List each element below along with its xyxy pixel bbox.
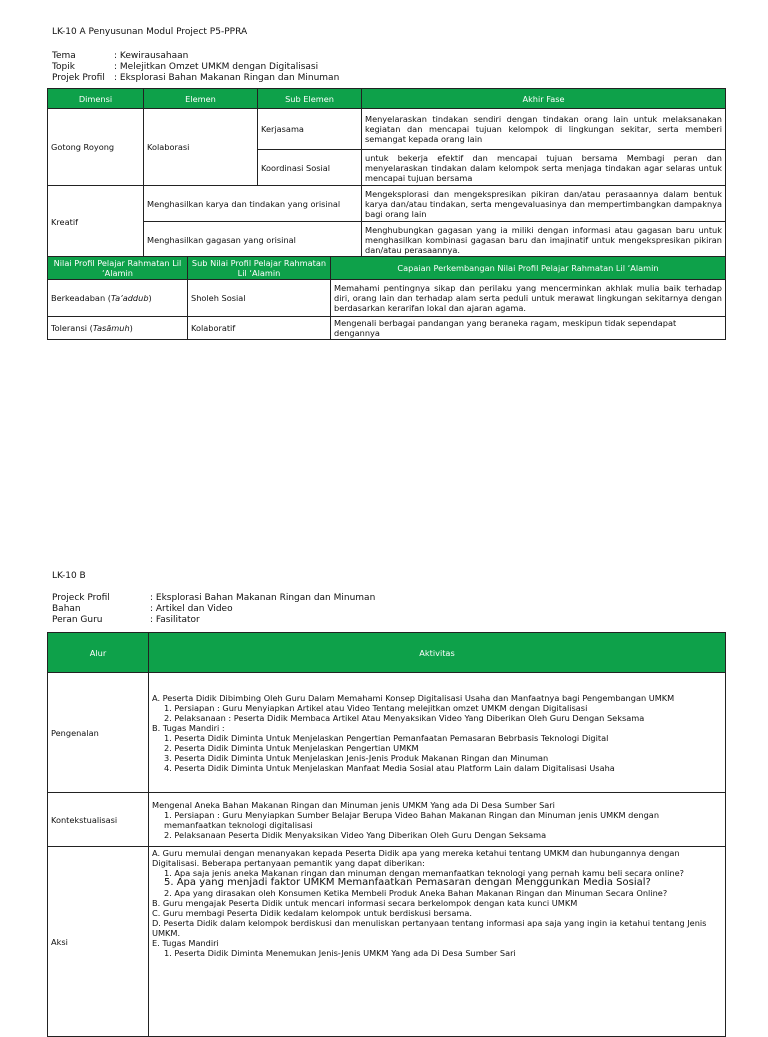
lk10a-title: LK-10 A Penyusunan Modul Project P5-PPRA: [52, 27, 248, 37]
activity-line: 2. Pelaksanaan Peserta Didik Menyaksikan Video Yang Diberikan Oleh Guru Dengan Seksama: [164, 829, 547, 840]
meta-value: : Artikel dan Video: [150, 604, 233, 614]
cell-nilai-berkeadaban: Berkeadaban (Ta’addub): [48, 280, 188, 317]
cell-dimensi-gotong-royong: Gotong Royong: [48, 109, 144, 186]
cell-alur-aksi: Aksi: [48, 847, 149, 1037]
lk10b-table: [47, 632, 726, 1037]
meta-key: Topik: [52, 62, 75, 72]
header-alur: Alur: [48, 633, 149, 673]
header-sub-elemen: Sub Elemen: [258, 89, 362, 109]
meta-key: Projeck Profil: [52, 593, 110, 603]
cell-akhir-karya-orisinal: Mengeksplorasi dan mengekspresikan pikiran dan/atau perasaannya dalam bentuk karya dan/atau tindakan, serta mengevaluasinya dan mempertimbangkan dampaknya bagi orang lain: [362, 186, 726, 222]
activity-line: 4. Peserta Didik Diminta Untuk Menjelaskan Manfaat Media Sosial atau Platform Lain dalam Digitalisasi Usaha: [164, 762, 615, 773]
meta-key: Tema: [52, 51, 76, 61]
activity-line: A. Guru memulai dengan menanyakan kepada Peserta Didik apa yang mereka ketahui tentang UMKM dan hubungannya dengan Digitalisasi. Beberapa pertanyaan pemantik yang dapat diberikan:: [152, 848, 680, 868]
cell-elemen-kolaborasi: Kolaborasi: [144, 109, 258, 186]
activity-line: 1. Persiapan : Guru Menyiapkan Artikel atau Video Tentang melejitkan omzet UMKM dengan Digitalisasi: [164, 702, 588, 713]
lk10b-meta: [52, 593, 375, 626]
cell-sub-kolaboratif: Kolaboratif: [188, 317, 331, 340]
activity-line: D. Peserta Didik dalam kelompok berdiskusi dan menuliskan pertanyaan tentang informasi apa saja yang ingin ia ketahui tentang Jenis UMKM.: [152, 918, 707, 938]
cell-capaian-berkeadaban: Memahami pentingnya sikap dan perilaku yang mencerminkan akhlak mulia baik terhadap diri, orang lain dan terhadap alam serta peduli untuk merawat lingkungan sekitarnya dengan berdasarkan kerarifan lokal dan ajaran agama.: [331, 280, 726, 317]
meta-value: : Melejitkan Omzet UMKM dengan Digitalisasi: [114, 62, 319, 72]
lk10a-meta: [52, 51, 339, 84]
activity-line: B. Tugas Mandiri :: [152, 722, 225, 733]
activity-line: 1. Peserta Didik Diminta Menemukan Jenis-Jenis UMKM Yang ada Di Desa Sumber Sari: [164, 948, 516, 958]
meta-value: : Eksplorasi Bahan Makanan Ringan dan Minuman: [114, 73, 340, 83]
cell-akhir-koordinasi-sosial: untuk bekerja efektif dan mencapai tujuan bersama Membagi peran dan menyelaraskan tindakan dalam kelompok serta menjaga tindakan agar selaras untuk mencapai tujuan bersama: [362, 150, 726, 186]
meta-value: : Kewirausahaan: [114, 51, 189, 61]
cell-capaian-toleransi: Mengenali berbagai pandangan yang beraneka ragam, meskipun tidak sependapat dengannya: [331, 317, 726, 340]
activity-line: 1. Peserta Didik Diminta Untuk Menjelaskan Pengertian Pemanfaatan Pemasaran Bebrbasis Teknologi Digital: [164, 732, 609, 743]
activity-line: B. Guru mengajak Peserta Didik untuk mencari informasi secara berkelompok dengan kata kunci UMKM: [152, 898, 578, 908]
activity-line: Mengenal Aneka Bahan Makanan Ringan dan Minuman jenis UMKM Yang ada Di Desa Sumber Sari: [152, 799, 555, 810]
cell-sub-sholeh-sosial: Sholeh Sosial: [188, 280, 331, 317]
header-capaian: Capaian Perkembangan Nilai Profil Pelajar Rahmatan Lil ‘Alamin: [331, 257, 726, 280]
cell-akhir-kerjasama: Menyelaraskan tindakan sendiri dengan tindakan orang lain untuk melaksanakan kegiatan dan mencapai tujuan kelompok di lingkungan sekitar, serta memberi semangat kepada orang lain: [362, 109, 726, 150]
cell-aktivitas-kontekstualisasi: [149, 793, 726, 847]
activity-line: 2. Apa yang dirasakan oleh Konsumen Ketika Membeli Produk Aneka Bahan Makanan Ringan dan Minuman Secara Online?: [164, 888, 668, 898]
header-elemen: Elemen: [144, 89, 258, 109]
cell-akhir-gagasan-orisinal: Menghubungkan gagasan yang ia miliki dengan informasi atau gagasan baru untuk menghasilkan kombinasi gagasan baru dan imajinatif untuk mengekspresikan pikiran dan/atau perasaannya.: [362, 222, 726, 258]
cell-dimensi-kreatif: Kreatif: [48, 186, 144, 258]
cell-alur-pengenalan: Pengenalan: [48, 673, 149, 793]
header-dimensi: Dimensi: [48, 89, 144, 109]
meta-value: : Fasilitator: [150, 615, 200, 625]
activity-line: 1. Apa saja jenis aneka Makanan ringan dan minuman dengan memanfaatkan teknologi yang pernah kamu beli secara online?: [164, 868, 684, 878]
meta-value: : Eksplorasi Bahan Makanan Ringan dan Minuman: [150, 593, 376, 603]
lk10a-table: [47, 88, 726, 258]
cell-elemen-karya-orisinal: Menghasilkan karya dan tindakan yang orisinal: [144, 186, 362, 222]
cell-nilai-toleransi: Toleransi (Tasāmuh): [48, 317, 188, 340]
cell-aktivitas-aksi: [149, 847, 726, 1037]
header-sub-nilai-profil: Sub Nilai Profil Pelajar Rahmatan Lil ‘Alamin: [188, 257, 331, 280]
meta-key: Bahan: [52, 604, 81, 614]
lk10b-title: LK-10 B: [52, 571, 86, 581]
header-aktivitas: Aktivitas: [149, 633, 726, 673]
activity-line: 1. Persiapan : Guru Menyiapkan Sumber Belajar Berupa Video Bahan Makanan Ringan dan Minuman jenis UMKM dengan memanfaatkan teknologi digitalisasi: [164, 809, 660, 830]
activity-line: E. Tugas Mandiri: [152, 938, 219, 948]
cell-sub-koordinasi-sosial: Koordinasi Sosial: [258, 150, 362, 186]
cell-elemen-gagasan-orisinal: Menghasilkan gagasan yang orisinal: [144, 222, 362, 258]
lk10a-nilai-table: [47, 256, 726, 340]
activity-line: 5. Apa yang menjadi faktor UMKM Memanfaatkan Pemasaran dengan Menggunkan Media Sosial?: [164, 877, 651, 888]
cell-aktivitas-pengenalan: [149, 673, 726, 793]
activity-line: 2. Pelaksanaan : Peserta Didik Membaca Artikel Atau Menyaksikan Video Yang Diberikan Oleh Guru Dengan Seksama: [164, 712, 645, 723]
header-nilai-profil: Nilai Profil Pelajar Rahmatan Lil ‘Alamin: [48, 257, 188, 280]
cell-alur-kontekstualisasi: Kontekstualisasi: [48, 793, 149, 847]
cell-sub-kerjasama: Kerjasama: [258, 109, 362, 150]
meta-key: Projek Profil: [52, 73, 105, 83]
activity-line: 3. Peserta Didik Diminta Untuk Menjelaskan Jenis-Jenis Produk Makanan Ringan dan Minuman: [164, 752, 549, 763]
activity-line: 2. Peserta Didik Diminta Untuk Menjelaskan Pengertian UMKM: [164, 742, 419, 753]
header-akhir-fase: Akhir Fase: [362, 89, 726, 109]
activity-line: A. Peserta Didik Dibimbing Oleh Guru Dalam Memahami Konsep Digitalisasi Usaha dan Manfaatnya bagi Pengembangan UMKM: [152, 692, 675, 703]
meta-key: Peran Guru: [52, 615, 103, 625]
activity-line: C. Guru membagi Peserta Didik kedalam kelompok untuk berdiskusi bersama.: [152, 908, 472, 918]
